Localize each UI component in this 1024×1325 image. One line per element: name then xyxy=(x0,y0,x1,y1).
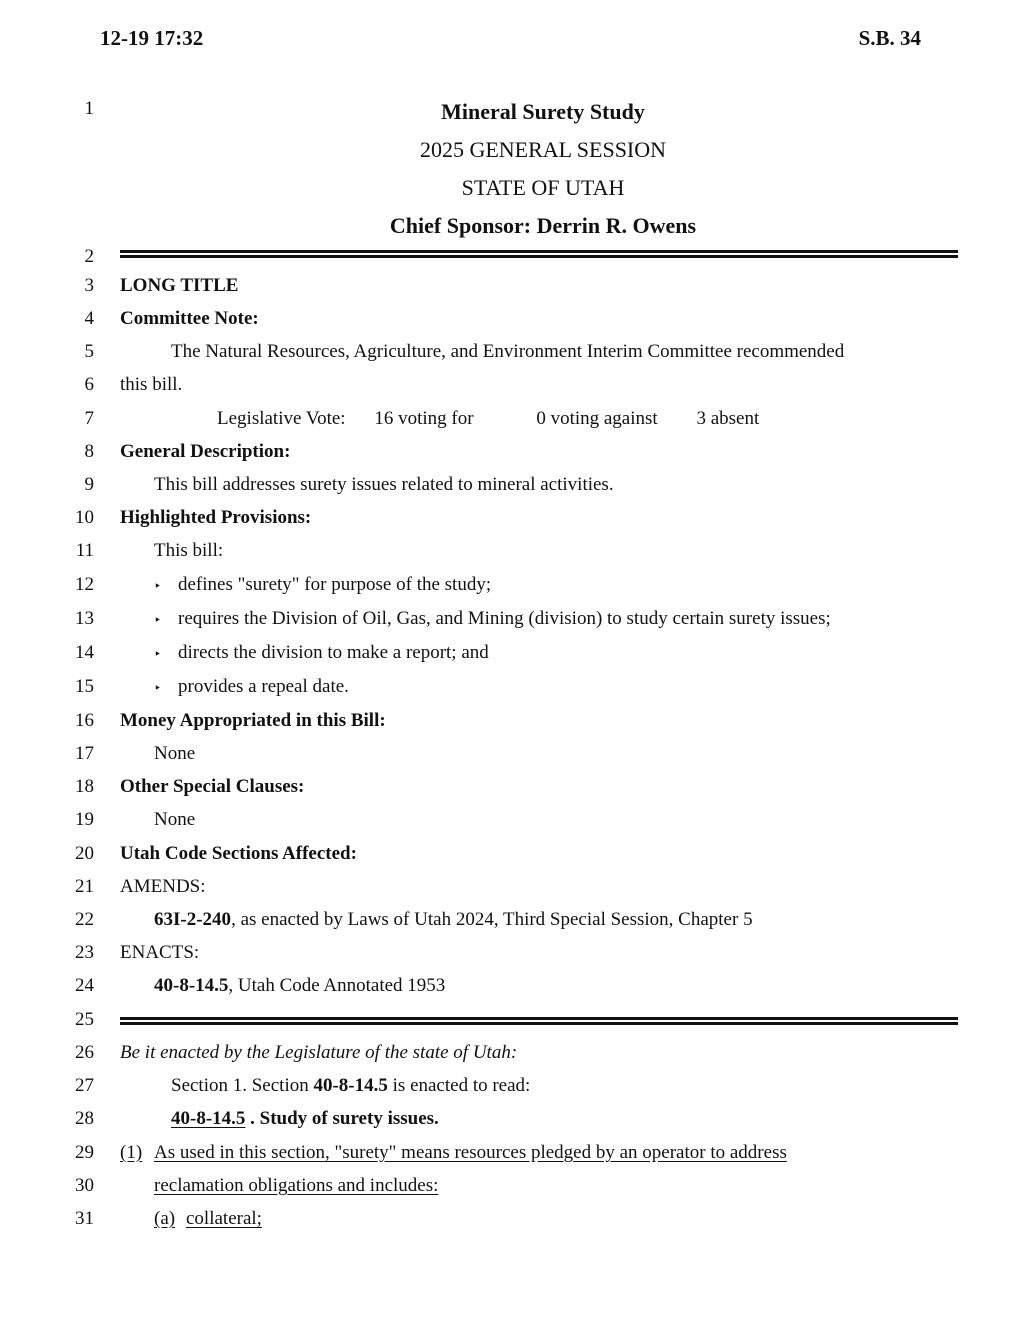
line-number: 10 xyxy=(75,507,94,528)
money-appropriated-text: None xyxy=(154,743,196,764)
vote-against: 0 voting against xyxy=(536,408,658,429)
line-number: 25 xyxy=(75,1009,94,1030)
vote-absent: 3 absent xyxy=(696,408,760,429)
line-number: 17 xyxy=(75,743,94,764)
bullet-icon: ‣ xyxy=(154,578,162,593)
double-rule-top xyxy=(120,250,958,253)
list-item-text: requires the Division of Oil, Gas, and Mining (division) to study certain surety issues; xyxy=(178,608,831,629)
bill-title: Mineral Surety Study xyxy=(441,99,645,124)
money-appropriated-label: Money Appropriated in this Bill: xyxy=(120,710,386,731)
vote-label: Legislative Vote: xyxy=(217,408,346,429)
line-number: 2 xyxy=(84,246,94,267)
list-item-text: directs the division to make a report; and xyxy=(178,642,489,663)
line-number: 27 xyxy=(75,1075,94,1096)
general-description-label: General Description: xyxy=(120,441,291,462)
line-number: 22 xyxy=(75,909,94,930)
amends-entry xyxy=(154,908,753,932)
line-number: 8 xyxy=(84,441,94,462)
chief-sponsor: Chief Sponsor: Derrin R. Owens xyxy=(389,213,697,238)
subsection-1-label: (1) xyxy=(120,1142,143,1163)
line-number: 20 xyxy=(75,843,94,864)
subsection-1-text-cont: reclamation obligations and includes: xyxy=(154,1175,439,1196)
long-title-heading: LONG TITLE xyxy=(120,275,239,296)
bullet-icon: ‣ xyxy=(154,612,162,627)
line-number: 6 xyxy=(84,374,94,395)
line-number: 15 xyxy=(75,676,94,697)
list-item xyxy=(154,573,491,598)
committee-note-text-cont: this bill. xyxy=(120,374,183,395)
line-number: 23 xyxy=(75,942,94,963)
line-number: 11 xyxy=(75,540,94,561)
line-number: 24 xyxy=(75,975,94,996)
amends-section-number: 63I-2-240 xyxy=(154,909,232,930)
enacting-clause: Be it enacted by the Legislature of the state of Utah: xyxy=(120,1042,518,1063)
special-clauses-text: None xyxy=(154,809,196,830)
committee-note-label: Committee Note: xyxy=(120,308,259,329)
state: STATE OF UTAH xyxy=(461,175,625,200)
line-number: 26 xyxy=(75,1042,94,1063)
double-rule-top-inner xyxy=(120,255,958,258)
list-item xyxy=(154,641,489,666)
line-number: 21 xyxy=(75,876,94,897)
section-1-suffix: is enacted to read: xyxy=(387,1075,531,1096)
list-item-text: provides a repeal date. xyxy=(178,676,349,697)
section-heading xyxy=(171,1107,439,1131)
subsection-1a-label: (a) xyxy=(154,1208,176,1229)
session: 2025 GENERAL SESSION xyxy=(419,137,667,162)
line-number: 18 xyxy=(75,776,94,797)
line-number: 30 xyxy=(75,1175,94,1196)
highlighted-provisions-label: Highlighted Provisions: xyxy=(120,507,312,528)
bill-number: S.B. 34 xyxy=(858,26,921,50)
list-item-text: defines "surety" for purpose of the study; xyxy=(178,574,492,595)
general-description-text: This bill addresses surety issues related to mineral activities. xyxy=(154,474,614,495)
line-number: 4 xyxy=(84,308,94,329)
list-item xyxy=(154,607,831,632)
line-number: 19 xyxy=(75,809,94,830)
line-number: 1 xyxy=(84,98,94,119)
enacts-section-text: , Utah Code Annotated 1953 xyxy=(228,975,446,996)
vote-for: 16 voting for xyxy=(374,408,474,429)
line-number: 14 xyxy=(75,642,94,663)
list-item xyxy=(154,675,349,700)
bullet-icon: ‣ xyxy=(154,680,162,695)
line-number: 31 xyxy=(75,1208,94,1229)
line-number: 13 xyxy=(75,608,94,629)
subsection-1-text: As used in this section, "surety" means resources pledged by an operator to address xyxy=(154,1142,787,1163)
committee-note-text: The Natural Resources, Agriculture, and Environment Interim Committee recommended xyxy=(171,341,845,362)
section-1-intro xyxy=(171,1074,530,1098)
line-number: 5 xyxy=(84,341,94,362)
amends-label: AMENDS: xyxy=(120,876,206,897)
section-1-prefix: Section 1. Section xyxy=(171,1075,314,1096)
code-sections-label: Utah Code Sections Affected: xyxy=(120,843,357,864)
line-number: 3 xyxy=(84,275,94,296)
line-number: 9 xyxy=(84,474,94,495)
section-heading-title: . Study of surety issues. xyxy=(245,1108,439,1129)
section-heading-number: 40-8-14.5 xyxy=(171,1108,246,1129)
legislative-vote xyxy=(217,407,759,431)
line-number: 12 xyxy=(75,574,94,595)
double-rule-bottom xyxy=(120,1017,958,1020)
enacts-label: ENACTS: xyxy=(120,942,200,963)
header-timestamp: 12-19 17:32 xyxy=(100,26,204,50)
special-clauses-label: Other Special Clauses: xyxy=(120,776,305,797)
line-number: 16 xyxy=(75,710,94,731)
this-bill-text: This bill: xyxy=(154,540,224,561)
line-number: 7 xyxy=(84,408,94,429)
subsection-1a-text: collateral; xyxy=(186,1208,262,1229)
amends-section-text: , as enacted by Laws of Utah 2024, Third Special Session, Chapter 5 xyxy=(231,909,753,930)
double-rule-bottom-inner xyxy=(120,1022,958,1025)
section-1-number: 40-8-14.5 xyxy=(313,1075,388,1096)
enacts-section-number: 40-8-14.5 xyxy=(154,975,229,996)
line-number: 29 xyxy=(75,1142,94,1163)
bullet-icon: ‣ xyxy=(154,646,162,661)
line-number: 28 xyxy=(75,1108,94,1129)
enacts-entry xyxy=(154,974,445,998)
